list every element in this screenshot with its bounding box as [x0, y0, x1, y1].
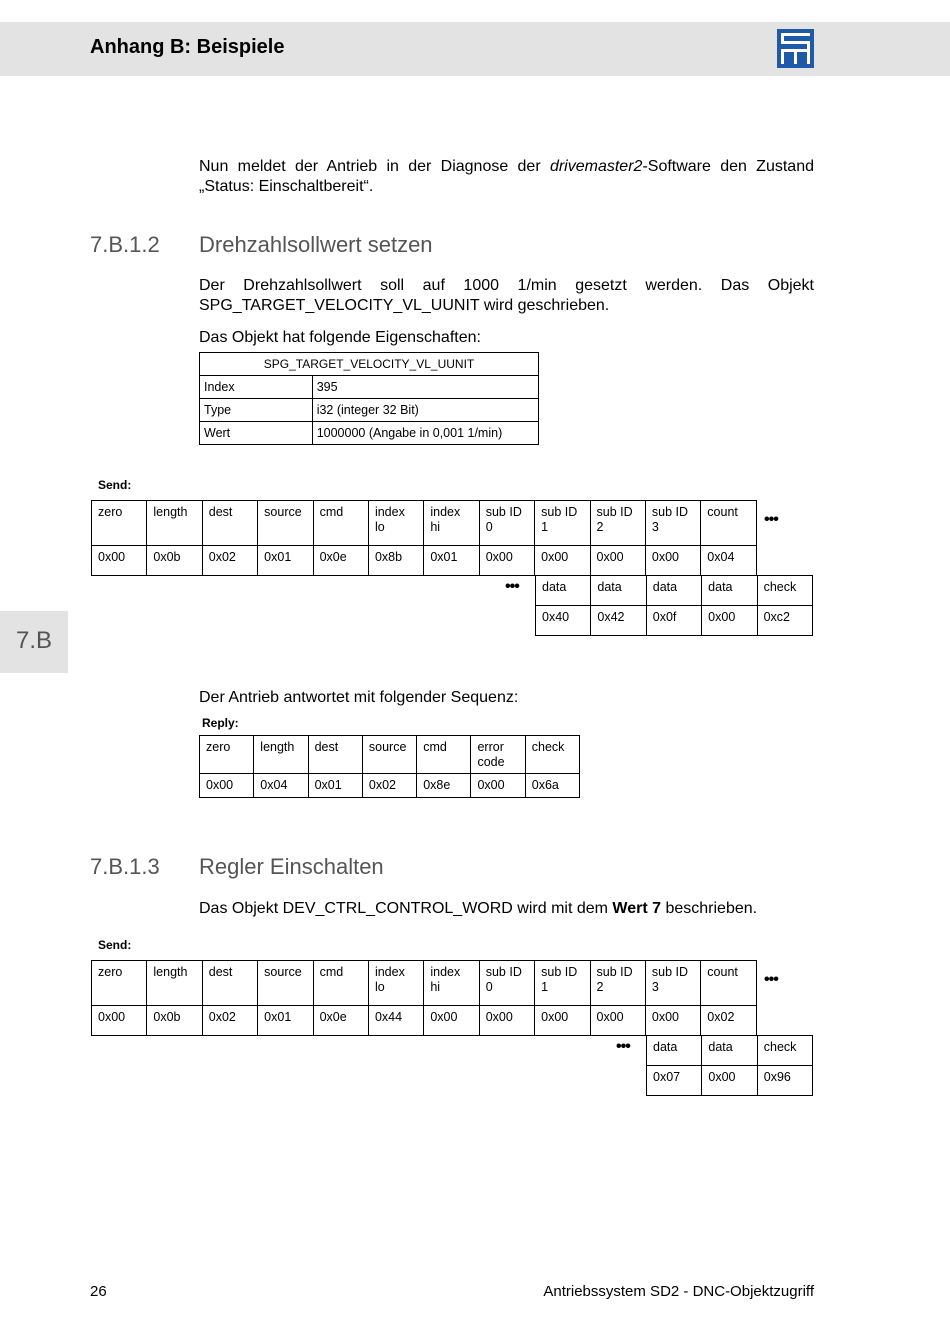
field-header: index hi	[424, 961, 479, 1006]
field-value: 0x00	[535, 546, 590, 576]
send-sequence-table-continued	[646, 1035, 813, 1096]
field-header: length	[147, 961, 202, 1006]
object-table-title: SPG_TARGET_VELOCITY_VL_UUNIT	[200, 353, 539, 376]
section-number: 7.B.1.2	[90, 232, 160, 257]
field-header: data	[591, 576, 646, 606]
table-header-row	[647, 1036, 813, 1066]
field-header: sub ID 0	[479, 961, 534, 1006]
field-value: 0x02	[701, 1006, 756, 1036]
field-value: 0x96	[757, 1066, 812, 1096]
field-header: count	[701, 961, 756, 1006]
field-value: 0x00	[479, 1006, 534, 1036]
field-value: 0x01	[258, 546, 313, 576]
table-row	[536, 606, 813, 636]
field-header: length	[147, 501, 202, 546]
field-value: 0x8b	[368, 546, 423, 576]
send-label: Send:	[98, 938, 132, 952]
reply-sequence-table	[199, 735, 580, 798]
table-header-row	[92, 501, 757, 546]
field-value: 0x00	[479, 546, 534, 576]
send-sequence-table	[91, 500, 757, 576]
field-value: 0x44	[368, 1006, 423, 1036]
field-header: zero	[92, 501, 147, 546]
table-row	[200, 376, 539, 399]
field-header: cmd	[313, 961, 368, 1006]
table-header-row	[200, 736, 580, 774]
continuation-marker: •••	[764, 971, 778, 988]
field-value: 0x0b	[147, 546, 202, 576]
property-value: i32 (integer 32 Bit)	[312, 399, 538, 422]
section-number: 7.B.1.3	[90, 854, 160, 879]
field-header: sub ID 3	[645, 501, 700, 546]
field-value: 0x8e	[417, 774, 471, 798]
field-value: 0x00	[590, 1006, 645, 1036]
field-header: sub ID 1	[535, 961, 590, 1006]
field-header: zero	[200, 736, 254, 774]
paragraph-text: Das Objekt DEV_CTRL_CONTROL_WORD wird mit dem	[199, 900, 613, 917]
chapter-side-tab	[0, 611, 68, 673]
paragraph-bold-value: Wert 7	[612, 900, 662, 917]
software-name: drivemaster2	[549, 158, 643, 175]
table-header-row	[536, 576, 813, 606]
field-header: sub ID 3	[645, 961, 700, 1006]
field-header: count	[701, 501, 756, 546]
field-value: 0x00	[645, 546, 700, 576]
field-header: source	[362, 736, 416, 774]
section-title: Regler Einschalten	[199, 854, 384, 879]
field-value: 0x02	[362, 774, 416, 798]
field-value: 0x00	[702, 1066, 757, 1096]
continuation-marker: •••	[764, 511, 778, 528]
object-properties-table	[199, 352, 539, 445]
property-key: Wert	[200, 422, 313, 445]
field-header: index lo	[368, 961, 423, 1006]
field-value: 0x02	[202, 1006, 257, 1036]
field-header: data	[647, 1036, 702, 1066]
field-value: 0x40	[536, 606, 591, 636]
field-header: cmd	[417, 736, 471, 774]
field-value: 0x42	[591, 606, 646, 636]
property-key: Index	[200, 376, 313, 399]
field-header: sub ID 2	[590, 501, 645, 546]
field-value: 0x07	[647, 1066, 702, 1096]
reply-label: Reply:	[202, 716, 239, 730]
table-row	[92, 1006, 757, 1036]
field-value: 0x04	[701, 546, 756, 576]
property-value: 395	[312, 376, 538, 399]
field-header: length	[254, 736, 308, 774]
field-value: 0xc2	[757, 606, 812, 636]
field-header: check	[757, 1036, 812, 1066]
send-label: Send:	[98, 478, 132, 492]
field-value: 0x01	[308, 774, 362, 798]
intro-text-after: -Software den Zustand „Status: Einschaltbereit“.	[199, 158, 814, 195]
field-header: dest	[308, 736, 362, 774]
section-paragraph	[199, 899, 814, 919]
property-key: Type	[200, 399, 313, 422]
send-sequence-table-continued	[535, 575, 813, 636]
field-header: data	[646, 576, 701, 606]
section-title: Drehzahlsollwert setzen	[199, 232, 433, 257]
field-value: 0x04	[254, 774, 308, 798]
continuation-marker: •••	[505, 578, 519, 595]
field-value: 0x00	[92, 1006, 147, 1036]
table-row	[200, 399, 539, 422]
field-value: 0x00	[645, 1006, 700, 1036]
field-header: source	[258, 501, 313, 546]
field-value: 0x00	[471, 774, 525, 798]
section-paragraph: Der Drehzahlsollwert soll auf 1000 1/min gesetzt werden. Das Objekt SPG_TARGET_VELOCITY_VL_UUNIT wird geschrieben.	[199, 277, 814, 314]
field-value: 0x00	[535, 1006, 590, 1036]
field-header: zero	[92, 961, 147, 1006]
field-header: sub ID 2	[590, 961, 645, 1006]
reply-intro: Der Antrieb antwortet mit folgender Sequenz:	[199, 689, 519, 706]
field-header: check	[525, 736, 579, 774]
field-value: 0x00	[200, 774, 254, 798]
field-value: 0x00	[424, 1006, 479, 1036]
field-header: dest	[202, 501, 257, 546]
field-header: check	[757, 576, 812, 606]
footer-document-title: Antriebssystem SD2 - DNC-Objektzugriff	[543, 1283, 814, 1300]
field-value: 0x0b	[147, 1006, 202, 1036]
field-header: data	[702, 576, 757, 606]
field-value: 0x01	[258, 1006, 313, 1036]
table-header-row	[92, 961, 757, 1006]
send-sequence-table	[91, 960, 757, 1036]
field-value: 0x0e	[313, 546, 368, 576]
field-header: data	[536, 576, 591, 606]
field-value: 0x00	[590, 546, 645, 576]
field-header: data	[702, 1036, 757, 1066]
properties-intro: Das Objekt hat folgende Eigenschaften:	[199, 329, 481, 346]
field-value: 0x0f	[646, 606, 701, 636]
paragraph-text: beschrieben.	[661, 900, 758, 917]
field-header: cmd	[313, 501, 368, 546]
page-header-title: Anhang B: Beispiele	[90, 36, 285, 58]
field-value: 0x01	[424, 546, 479, 576]
company-logo	[777, 29, 814, 68]
field-header: sub ID 0	[479, 501, 534, 546]
field-header: index lo	[368, 501, 423, 546]
table-row	[200, 774, 580, 798]
property-value: 1000000 (Angabe in 0,001 1/min)	[312, 422, 538, 445]
field-header: index hi	[424, 501, 479, 546]
field-header: source	[258, 961, 313, 1006]
chapter-side-tab-label: 7.B	[16, 627, 53, 654]
page-number: 26	[90, 1283, 107, 1300]
field-header: error code	[471, 736, 525, 774]
table-row	[647, 1066, 813, 1096]
field-value: 0x00	[92, 546, 147, 576]
field-header: dest	[202, 961, 257, 1006]
field-value: 0x0e	[313, 1006, 368, 1036]
table-row	[92, 546, 757, 576]
intro-paragraph	[199, 157, 814, 197]
continuation-marker: •••	[616, 1038, 630, 1055]
table-row	[200, 422, 539, 445]
field-value: 0x02	[202, 546, 257, 576]
field-header: sub ID 1	[535, 501, 590, 546]
field-value: 0x00	[702, 606, 757, 636]
intro-text-before: Nun meldet der Antrieb in der Diagnose der	[199, 158, 550, 175]
field-value: 0x6a	[525, 774, 579, 798]
